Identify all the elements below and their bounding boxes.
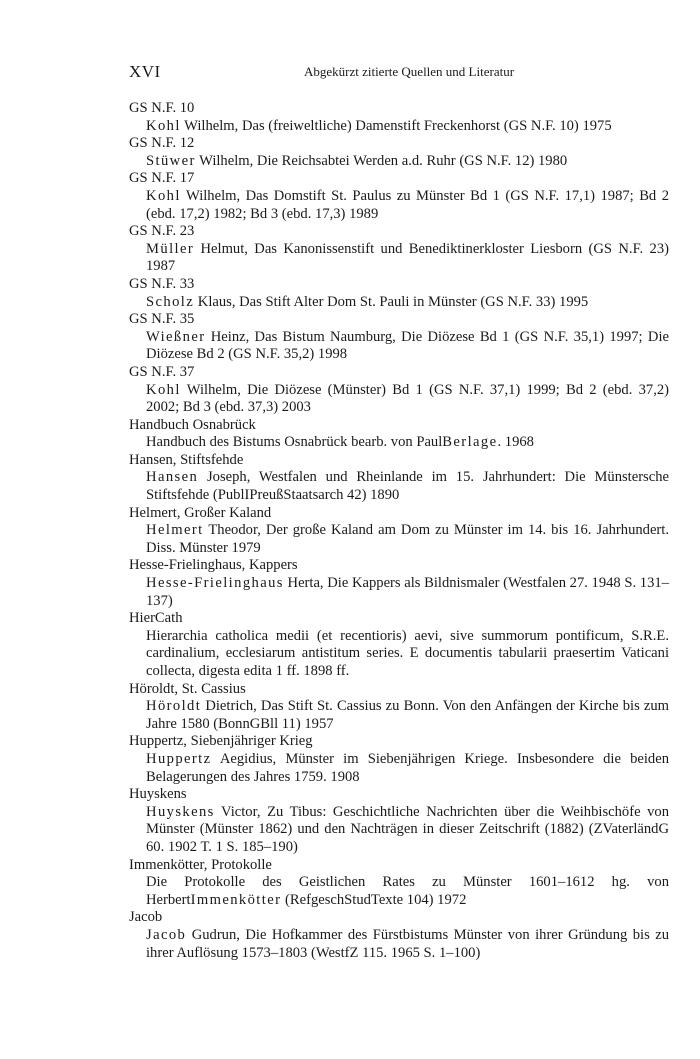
page bbox=[129, 62, 669, 962]
bibliography-list bbox=[129, 100, 669, 962]
entry-author: Kohl bbox=[146, 381, 181, 398]
entry-text: Gudrun, Die Hofkammer des Fürstbistums Münster von ihrer Gründung bis zu ihrer Auflösung 1573–1803 (WestfZ 115. 1965 S. 1–100) bbox=[146, 926, 669, 961]
entry-text: . 1968 bbox=[497, 434, 534, 451]
entry-text: Wilhelm, Das (freiweltliche) Damenstift Freckenhorst (GS N.F. 10) 1975 bbox=[180, 117, 612, 134]
entry-abbreviation: Jacob bbox=[129, 909, 163, 926]
entry-text: Victor, Zu Tibus: Geschichtliche Nachrichten über die Weihbischöfe von Münster (Münster 1862) und den Nachträgen in dieser Zeitschrift (1882) (ZVaterländG 60. 1902 T. 1 S. 185–190) bbox=[146, 803, 669, 855]
entry-abbreviation: Hesse-Frielinghaus, Kappers bbox=[129, 557, 298, 574]
bibliography-entry bbox=[129, 909, 669, 962]
entry-text: (RefgeschStudTexte 104) 1972 bbox=[281, 891, 467, 908]
entry-author: Müller bbox=[146, 240, 195, 257]
entry-abbreviation: HierCath bbox=[129, 610, 183, 627]
entry-author: Hansen bbox=[146, 469, 199, 486]
entry-citation bbox=[129, 294, 669, 312]
entry-abbreviation: GS N.F. 35 bbox=[129, 311, 195, 328]
entry-citation bbox=[129, 751, 669, 786]
entry-citation bbox=[129, 575, 669, 610]
entry-citation bbox=[129, 241, 669, 276]
entry-text: Handbuch des Bistums Osnabrück bearb. von Paul bbox=[146, 434, 443, 451]
entry-citation bbox=[129, 927, 669, 962]
entry-abbreviation: Huppertz, Siebenjähriger Krieg bbox=[129, 733, 313, 750]
entry-abbreviation: GS N.F. 33 bbox=[129, 275, 195, 292]
entry-text: Die Protokolle des Geistlichen Rates zu Münster 1601–1612 hg. von Herbert bbox=[146, 874, 669, 908]
bibliography-entry bbox=[129, 786, 669, 856]
entry-citation bbox=[129, 434, 669, 452]
entry-citation bbox=[129, 188, 669, 223]
bibliography-entry bbox=[129, 100, 669, 135]
entry-abbreviation: GS N.F. 17 bbox=[129, 170, 195, 187]
entry-text: Theodor, Der große Kaland am Dom zu Münster im 14. bis 16. Jahrhundert. Diss. Münster 1979 bbox=[146, 522, 669, 556]
entry-citation bbox=[129, 522, 669, 557]
bibliography-entry bbox=[129, 170, 669, 223]
bibliography-entry bbox=[129, 364, 669, 417]
entry-abbreviation: GS N.F. 12 bbox=[129, 135, 195, 152]
page-number: XVI bbox=[129, 62, 161, 81]
entry-text: Klaus, Das Stift Alter Dom St. Pauli in Münster (GS N.F. 33) 1995 bbox=[194, 293, 589, 310]
entry-citation bbox=[129, 698, 669, 733]
entry-abbreviation: GS N.F. 37 bbox=[129, 363, 195, 380]
entry-author: Jacob bbox=[146, 926, 187, 943]
entry-author: Helmert bbox=[146, 522, 204, 539]
entry-text: Wilhelm, Die Reichsabtei Werden a.d. Ruhr (GS N.F. 12) 1980 bbox=[195, 152, 568, 169]
bibliography-entry bbox=[129, 505, 669, 558]
entry-text: Wilhelm, Die Diözese (Münster) Bd 1 (GS N.F. 37,1) 1999; Bd 2 (ebd. 37,2) 2002; Bd 3 (ebd. 37,3) 2003 bbox=[146, 381, 669, 416]
entry-author: Huppertz bbox=[146, 750, 212, 767]
bibliography-entry bbox=[129, 135, 669, 170]
running-title: Abgekürzt zitierte Quellen und Literatur bbox=[303, 64, 515, 79]
entry-author: Berlage bbox=[442, 434, 498, 451]
entry-author: Höroldt bbox=[146, 698, 202, 715]
bibliography-entry bbox=[129, 223, 669, 276]
entry-abbreviation: Immenkötter, Protokolle bbox=[129, 856, 272, 873]
bibliography-entry bbox=[129, 610, 669, 680]
bibliography-entry bbox=[129, 452, 669, 505]
entry-citation bbox=[129, 382, 669, 417]
entry-author: Stüwer bbox=[146, 152, 196, 169]
entry-author: Scholz bbox=[146, 293, 195, 310]
entry-text: Joseph, Westfalen und Rheinlande im 15. Jahrhundert: Die Münstersche Stiftsfehde (PublIPreußStaatsarch 42) 1890 bbox=[146, 469, 669, 504]
entry-citation bbox=[129, 118, 669, 136]
bibliography-entry bbox=[129, 276, 669, 311]
entry-text: Dietrich, Das Stift St. Cassius zu Bonn. Von den Anfängen der Kirche bis zum Jahre 1580 (BonnGBll 11) 1957 bbox=[146, 698, 669, 732]
entry-abbreviation: GS N.F. 23 bbox=[129, 223, 195, 240]
entry-text: Aegidius, Münster im Siebenjährigen Kriege. Insbesondere die beiden Belagerungen des Jahres 1759. 1908 bbox=[146, 750, 669, 785]
entry-citation bbox=[129, 469, 669, 504]
entry-abbreviation: Huyskens bbox=[129, 786, 187, 803]
page-header bbox=[129, 62, 669, 86]
bibliography-entry bbox=[129, 417, 669, 452]
entry-text: Hierarchia catholica medii (et recentioris) aevi, sive summorum pontificum, S.R.E. cardinalium, ecclesiarum antistitum series. E documentis tabularii praesertim Vaticani collecta, digesta edita 1 ff. 1898 ff. bbox=[146, 627, 669, 679]
entry-abbreviation: Hansen, Stiftsfehde bbox=[129, 451, 244, 468]
entry-author: Immenkötter bbox=[190, 891, 282, 908]
entry-text: Wilhelm, Das Domstift St. Paulus zu Münster Bd 1 (GS N.F. 17,1) 1987; Bd 2 (ebd. 17,2) 1982; Bd 3 (ebd. 17,3) 1989 bbox=[146, 187, 669, 222]
entry-abbreviation: Handbuch Osnabrück bbox=[129, 416, 256, 433]
entry-author: Huyskens bbox=[146, 803, 215, 820]
entry-author: Wießner bbox=[146, 328, 206, 345]
bibliography-entry bbox=[129, 311, 669, 364]
entry-author: Hesse-Frielinghaus bbox=[146, 575, 284, 592]
entry-abbreviation: Höroldt, St. Cassius bbox=[129, 680, 246, 697]
entry-text: Heinz, Das Bistum Naumburg, Die Diözese Bd 1 (GS N.F. 35,1) 1997; Die Diözese Bd 2 (GS N.F. 35,2) 1998 bbox=[146, 328, 669, 363]
entry-text: Herta, Die Kappers als Bildnismaler (Westfalen 27. 1948 S. 131–137) bbox=[146, 575, 669, 609]
bibliography-entry bbox=[129, 557, 669, 610]
entry-author: Kohl bbox=[146, 117, 181, 134]
entry-abbreviation: GS N.F. 10 bbox=[129, 100, 195, 116]
entry-citation bbox=[129, 804, 669, 857]
bibliography-entry bbox=[129, 681, 669, 734]
entry-abbreviation: Helmert, Großer Kaland bbox=[129, 504, 272, 521]
entry-citation bbox=[129, 874, 669, 909]
entry-author: Kohl bbox=[146, 187, 181, 204]
bibliography-entry bbox=[129, 733, 669, 786]
entry-citation bbox=[129, 329, 669, 364]
entry-citation bbox=[129, 628, 669, 681]
entry-citation bbox=[129, 153, 669, 171]
bibliography-entry bbox=[129, 857, 669, 910]
entry-text: Helmut, Das Kanonissenstift und Benediktinerkloster Liesborn (GS N.F. 23) 1987 bbox=[146, 240, 669, 275]
